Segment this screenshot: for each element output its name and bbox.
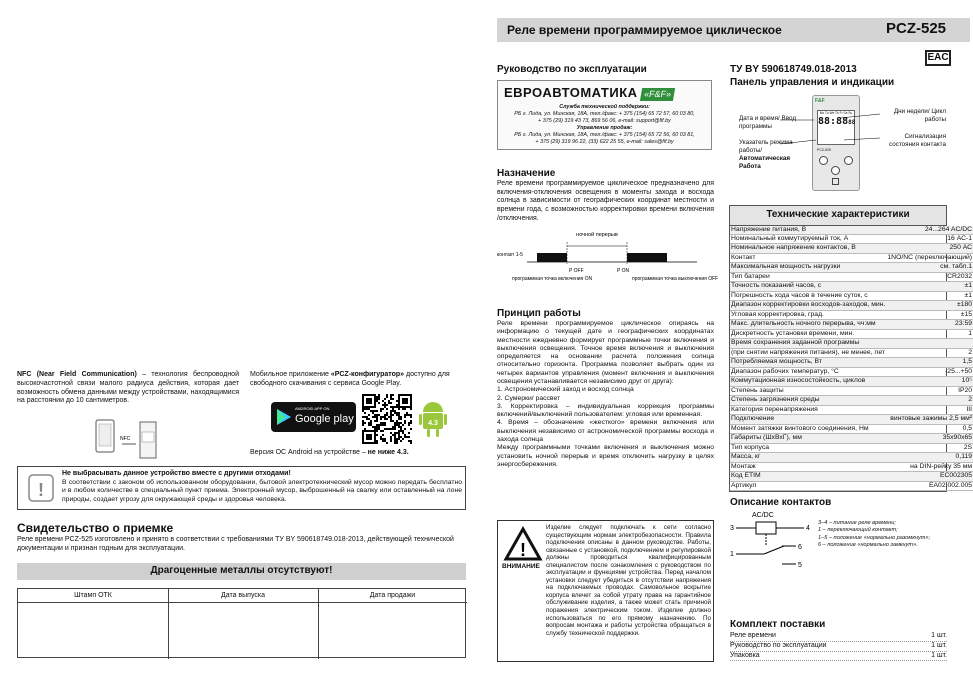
page-title: Реле времени программируемое циклическое — [507, 23, 782, 37]
table-row — [730, 263, 973, 272]
table-row — [730, 424, 973, 433]
tu-code: ТУ BY 590618749.018-2013 — [730, 64, 857, 75]
svg-text:5: 5 — [798, 562, 802, 569]
spec-name: Момент затяжки винтового соединения, Нм — [730, 424, 886, 433]
svg-text:AC/DC: AC/DC — [752, 512, 774, 519]
device-illustration: F&F Mo Tu We Th Fr Sa Su 88:8888 PCZ-525 — [812, 95, 860, 191]
app-text: Мобильное приложение «PCZ-конфигуратор» доступно для свободного скачивания с сервиса Google Play. — [250, 371, 450, 387]
spec-value: 0,119 — [886, 453, 973, 462]
google-play-badge[interactable]: ANDROID APP ON Google play — [271, 402, 356, 432]
list-item: Реле времени 1 шт. — [730, 632, 947, 642]
spec-name: Тип батареи — [730, 272, 886, 281]
table-row — [730, 367, 973, 376]
list-item: 1. Астрономический заход и восход солнца — [497, 386, 634, 394]
spec-name: Масса, кг — [730, 453, 886, 462]
nfc-phone-icon — [94, 418, 174, 466]
lcd-display: Mo Tu We Th Fr Sa Su 88:8888 — [817, 110, 855, 145]
table-row — [730, 234, 973, 243]
table-row — [730, 301, 973, 310]
svg-text:NFC: NFC — [120, 436, 131, 442]
table-row — [730, 272, 973, 281]
table-row — [730, 291, 973, 300]
table-row — [730, 443, 973, 452]
purpose-text: Реле времени программируемое циклическое предназначено для включения-отключения освещения в моменты захода и восхода солнца в зависимости от географических координат местности и времени года, с возможностью корректировки времени включения /отключения. — [497, 180, 714, 222]
spec-name: Дискретность установки времени, мин. — [730, 329, 886, 338]
spec-value: 2 — [886, 396, 973, 405]
list-item: Упаковка 1 шт. — [730, 652, 947, 662]
spec-name: Степень защиты — [730, 386, 886, 395]
label-days: Дни недели/ Цикл работы — [893, 108, 946, 123]
table-row — [730, 329, 973, 338]
spec-name: Артикул — [730, 481, 886, 490]
spec-value: -25...+50 — [886, 367, 973, 376]
table-row — [730, 462, 973, 471]
eac-mark-icon: EAC — [925, 50, 951, 66]
pon-label: P ON — [617, 268, 630, 274]
spec-value: EA02.002.005 — [886, 481, 973, 490]
table-row — [730, 310, 973, 319]
purpose-title: Назначение — [497, 168, 556, 179]
device-logo: F&F — [815, 98, 825, 104]
stamp-col-otk: Штамп ОТК — [74, 592, 112, 599]
attention-box — [497, 520, 714, 662]
spec-value: 0,5 — [886, 424, 973, 433]
disposal-box — [17, 466, 466, 510]
contacts-desc: 3–4 – питание реле времени; 1 – переключающий контакт; 1–5 – положение «нормально разомкнут»; 6 – положение «нормально замкнут». — [818, 520, 931, 548]
contacts-title: Описание контактов — [730, 497, 832, 508]
spec-value: 16 АС-1 — [886, 234, 973, 243]
list-item: 4. Время – обозначение «жесткого» времени включения или выключения независимо от астрономической программы восхода и захода солнца — [497, 419, 714, 443]
spec-name: (при снятии напряжения питания), не менее, лет — [731, 348, 886, 356]
spec-value: 23:59 — [886, 320, 973, 329]
spec-name: Погрешность хода часов в течение суток, с — [730, 291, 886, 300]
spec-value: 1NO/NC (переключающий) — [887, 253, 973, 261]
spec-value: ±1 — [886, 291, 973, 300]
svg-text:6: 6 — [798, 544, 802, 551]
acceptance-title: Свидетельство о приемке — [17, 521, 174, 535]
table-row — [730, 320, 973, 329]
spec-value: 10⁵ — [886, 377, 973, 386]
spec-value: IP20 — [886, 386, 973, 395]
spec-name: Монтаж — [730, 462, 886, 471]
table-row — [730, 472, 973, 481]
tech-specs-box — [729, 205, 973, 492]
table-row — [730, 253, 973, 262]
spec-name: Потребляемая мощность, Вт — [730, 358, 886, 367]
right-label: программная точка выключения OFF — [632, 276, 719, 282]
table-row — [730, 282, 973, 291]
spec-value: винтовые зажимы 2,5 мм² — [886, 415, 973, 424]
on-pulse-1 — [537, 253, 567, 262]
table-row — [730, 453, 973, 462]
play-icon — [276, 408, 292, 426]
spec-name: Диапазон корректировки восходов-заходов, мин. — [731, 301, 886, 309]
spec-value: CR2032 — [886, 272, 973, 281]
table-row — [730, 481, 973, 490]
lcd-time: 88:8888 — [818, 116, 856, 127]
svg-text:!: ! — [38, 480, 44, 500]
principle-body: Реле времени программируемое циклическое опираясь на информацию о текущей дате и географических координатах местности ежедневно формирует программные точки включения и выключения освещения. Точное время включения и выключения определяется на основании расчета положения солнца относительно горизонта. Программа позволяет выбрать один из четырех вариантов управления (момент включения и выключения освещения устанавливается независимо друг от друга): 1. Астрономический заход и восход солнца 2. Сумерки/ рассвет 3. Корректировка – индивидуальная коррекция программы включений/выключений пользователем: угловая или временная. 4. Время – обозначение «жесткого» времени включения или выключения независимо от астрономической программы восхода и захода солнца Между программными точками включения и выключения можно установить ночной перерыв и время отключить нагрузку в целях энергосбережения. — [497, 320, 714, 468]
spec-value: 24...264 AC/DC — [886, 226, 973, 235]
spec-name: Макс. длительность ночного перерыва, чч:мм — [730, 320, 886, 329]
table-row — [730, 386, 973, 395]
manual-title: Руководство по эксплуатации — [497, 64, 647, 75]
svg-text:3: 3 — [730, 525, 734, 532]
callout-lines — [780, 108, 880, 158]
spec-name: Диапазон рабочих температур, °С — [730, 367, 886, 376]
metals-banner: Драгоценные металлы отсутствуют! — [17, 563, 466, 580]
center-button[interactable] — [831, 166, 840, 175]
tech-specs-table — [730, 226, 973, 492]
company-logo: ЕВРОАВТОМАТИКА «F&F» — [498, 81, 711, 101]
svg-text:4: 4 — [806, 525, 810, 532]
mode-key[interactable] — [832, 178, 839, 185]
table-row — [730, 244, 973, 253]
product-code: PCZ-525 — [886, 20, 947, 37]
contact-label: контакт 1-5 — [497, 252, 523, 258]
list-item: Руководство по эксплуатации 1 шт. — [730, 642, 947, 652]
tech-specs-title: Технические характеристики — [730, 206, 946, 226]
stamp-col-release: Дата выпуска — [220, 592, 266, 599]
acceptance-text: Реле времени PCZ-525 изготовлено и принято в соответствии с требованиями ТУ BY 590618749.018-2013, действующей технической документации и признан годным для эксплуатации. — [17, 536, 454, 552]
label-signal: Сигнализация состояния контакта — [888, 133, 946, 148]
spec-name: Коммутационная износостойкость, циклов — [730, 377, 886, 386]
spec-value: 1,5 — [886, 358, 973, 367]
table-row — [730, 405, 973, 414]
spec-name: Номинальный коммутируемый ток, А — [730, 234, 886, 243]
spec-name: Тип корпуса — [730, 443, 886, 452]
warning-triangle-icon — [504, 527, 542, 561]
spec-name: Номинальное напряжение контактов, В — [730, 244, 886, 253]
attention-label: ВНИМАНИЕ — [502, 563, 540, 570]
spec-value: ±1 — [886, 282, 973, 291]
spec-value: 35х90х65 — [886, 434, 973, 443]
attention-text: Изделие следует подключать к сети согласно существующим нормам электробезопасности. Правила подключения описаны в данном руководстве. Работы, связанные с установкой, подключением и регулировкой должны проводиться квалифицированным специалистом после ознакомления с руководством по эксплуатации и функциями устройства. Перед началом установки следует убедиться в отсутствии напряжения на подключаемых проводах. Самовольное вскрытие корпуса влечет за собой утрату права на гарантийное обслуживание изделия, а также может стать причиной поражения электрическим током. Изделие должно использоваться по его прямому назначению. По вопросам монтажа и работы устройства обращаться в службу технической поддержки. — [546, 524, 711, 637]
stamp-col-sale: Дата продажи — [369, 592, 416, 599]
svg-text:4.3: 4.3 — [428, 420, 438, 427]
spec-name: Максимальная мощность нагрузки — [730, 263, 886, 272]
disposal-title: Не выбрасывать данное устройство вместе с другими отходами! — [62, 470, 291, 477]
label-mode-bold: Автоматическая Работа — [739, 155, 791, 170]
company-logo-box: ЕВРОАВТОМАТИКА «F&F» Служба технической поддержки: РБ г. Лида, ул. Минская, 18А, тел./факс: + 375 (154) 65 72 57, 60 03 80, + 375 (29) 319 43 73, 869 56 06, e-mail: support@fif.by Управление продаж: РБ г. Лида, ул. Минская, 18А, тел./факс: + 375 (154) 65 72 56, 60 03 81, + 375 (29) 319 96 22, (33) 622 25 55, e-mail: sales@fif.by — [497, 80, 712, 150]
table-row — [730, 226, 973, 235]
spec-name: Время сохранения заданной программы — [730, 339, 886, 348]
table-row — [730, 415, 973, 424]
table-row — [730, 348, 973, 357]
os-text: Версия ОС Android на устройстве – не ниже 4.3. — [250, 449, 409, 456]
android-icon — [418, 398, 448, 440]
spec-name: Код ETIM — [730, 472, 886, 481]
nfc-text: NFC (Near Field Communication) – технология беспроводной высокочастотной связи малого радиуса действия, которая дает возможность обмена данными между устройствами, находящимися на расстоянии до 10 сантиметров. — [17, 371, 239, 405]
table-row — [730, 377, 973, 386]
list-item: 2. Сумерки/ рассвет — [497, 394, 561, 402]
spec-value: EC002305 — [886, 472, 973, 481]
night-label: ночной перерыв — [576, 232, 618, 238]
panel-title: Панель управления и индикации — [730, 77, 895, 88]
disposal-text: В соответствии с законом об использованном оборудовании, бытовой электротехнический мусор можно передать бесплатно и в любом количестве в специальный пункт приема. Электронный мусор, выброшенный на свалку или оставленный на лоне природы, создает угрозу для окружающей среды и здоровья человека. — [62, 479, 462, 503]
label-date: Дата и время/ Ввод программы — [739, 115, 797, 130]
qr-code-icon — [362, 394, 412, 444]
on-pulse-2 — [627, 253, 667, 262]
principle-title: Принцип работы — [497, 308, 581, 319]
spec-name: Степень загрязнения среды — [730, 396, 886, 405]
spec-name: Угловая корректировка, град. — [730, 310, 886, 319]
table-row — [730, 358, 973, 367]
spec-name: Подключение — [730, 415, 886, 424]
table-row — [730, 339, 973, 348]
spec-name: Категория перенапряжения — [730, 405, 886, 414]
spec-name: Напряжение питания, В — [730, 226, 886, 235]
spec-value: 2 — [886, 348, 973, 357]
spec-name: Точность показаний часов, с — [730, 282, 886, 291]
stamp-table — [17, 588, 466, 658]
spec-value — [886, 339, 973, 348]
svg-text:1: 1 — [730, 551, 734, 558]
spec-value: 2S — [886, 443, 973, 452]
poff-label: P OFF — [569, 268, 584, 274]
spec-value: на DIN-рейку 35 мм — [886, 462, 973, 471]
label-mode: Указатель режима работы/ — [739, 139, 793, 154]
table-row — [730, 434, 973, 443]
spec-value: 1 — [886, 329, 973, 338]
spec-name: Габариты (ШхВхГ), мм — [730, 434, 886, 443]
spec-value: III — [886, 405, 973, 414]
svg-text:!: ! — [520, 540, 526, 560]
spec-value: 250 АС — [886, 244, 973, 253]
table-row — [730, 396, 973, 405]
left-label: программная точка включения ON — [512, 276, 593, 282]
timing-diagram — [497, 228, 717, 300]
spec-name: Контакт — [730, 253, 886, 262]
spec-value: см. табл.1 — [886, 263, 973, 272]
kit-list — [730, 632, 947, 661]
list-item: 3. Корректировка – индивидуальная коррекция программы включений/выключений пользователем: угловая или временная. — [497, 402, 714, 419]
recycle-bin-icon — [26, 472, 56, 504]
spec-value: ±180 — [886, 301, 973, 310]
kit-title: Комплект поставки — [730, 619, 826, 630]
contacts-diagram — [730, 510, 815, 572]
spec-value: ±15 — [886, 310, 973, 319]
ff-badge: «F&F» — [639, 88, 674, 101]
